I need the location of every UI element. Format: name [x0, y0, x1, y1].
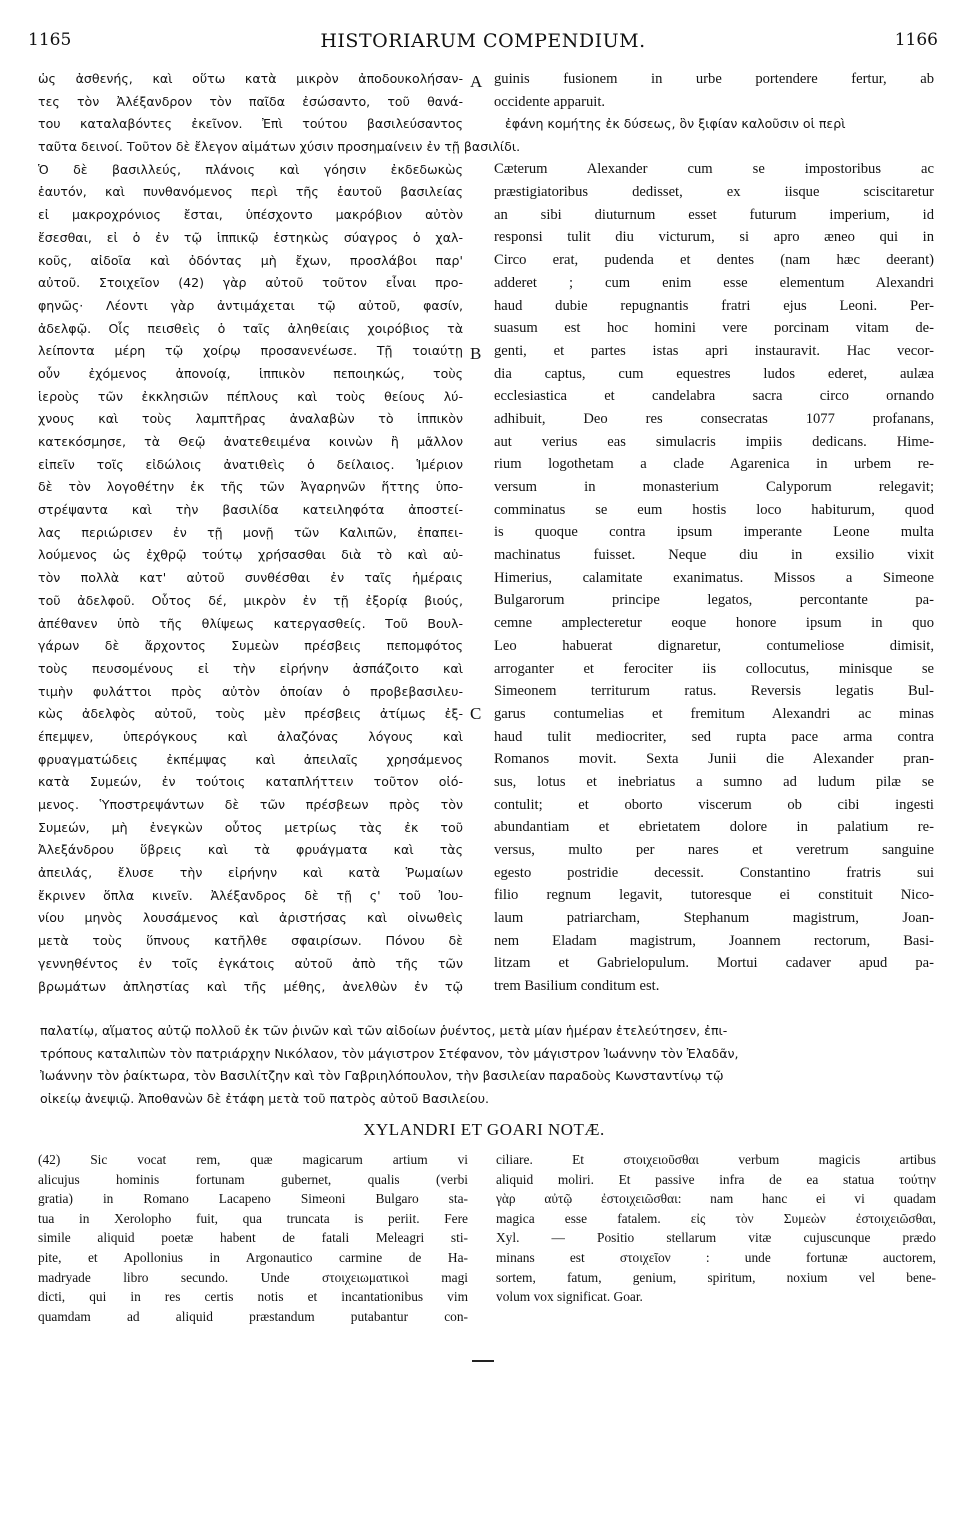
- latin-line: comminatus se eum hostis loco habiturum, quod: [494, 501, 934, 518]
- note-line: γὰρ αὐτῷ ἐστοιχειῶσθαι: nam hanc ei vi quadam: [496, 1191, 936, 1207]
- latin-line: haud dubie repugnantis fratri ejus Leoni. Per-: [494, 297, 934, 314]
- greek-line: ἔκρινεν ὅπλα κινεῖν. Ἀλέξανδρος δὲ τῇ ς' τοῦ Ἰου-: [38, 887, 463, 903]
- margin-letter-a: A: [470, 72, 483, 91]
- greek-full-line: Ἰωάννην τὸν ῥαίκτωρα, τὸν Βασιλίτζην καὶ τὸν Γαβριηλόπουλον, τὴν βασιλείαν παραδοὺς Κωνσταντίνῳ τῷ: [40, 1068, 724, 1084]
- greek-line: κατὰ Συμεών, ἐν τούτοις καταπλήττειν τοῦτον οἰό-: [38, 774, 463, 790]
- note-line: ciliare. Et στοιχειοῦσθαι verbum magicis artibus: [496, 1152, 936, 1167]
- margin-letter-b: B: [470, 344, 482, 363]
- note-line: Xyl. — Positio stellarum vitæ cujuscunque prædo: [496, 1230, 936, 1246]
- greek-line: τὸν πολλὰ κατ' αὐτοῦ συνθέσθαι ἐν ταῖς ἡμέραις: [38, 570, 463, 586]
- latin-line: ecclesiastica et candelabra sacra circo ornando: [494, 388, 934, 405]
- latin-line: Himerius, calamitate exanimatus. Missos a Simeone: [494, 569, 934, 586]
- greek-line: βρωμάτων ἀπληστίας καὶ τῆς μέθης, ἀνελθὼν ἐν τῷ: [38, 978, 463, 994]
- greek-line: τοῦ ἀδελφοῦ. Οὗτος δέ, μικρὸν ἐν τῇ ἐξορίᾳ βιούς,: [38, 592, 463, 608]
- note-line: magica esse fatalem. εἰς τὸν Συμεὼν ἐστοιχειῶσθαι,: [496, 1210, 936, 1226]
- greek-line: στρέψαντα καὶ τὴν βασιλίδα κατειληφότα ἀποστεί-: [38, 502, 463, 518]
- greek-line: κοῦς, αἰδοῖα καὶ ὀδόντας μὴ ἔχων, προσλάβοι παρ': [38, 252, 463, 268]
- greek-line: οὖν ἐχόμενος ἀπονοίᾳ, ἱππικὸν πεποιηκώς, τοὺς: [38, 365, 463, 381]
- latin-line: Simeonem territurum ratus. Reversis legatis Bul-: [494, 683, 934, 700]
- latin-line: egesto postridie decessit. Constantino fratris sui: [494, 864, 934, 881]
- latin-line: versus, multo per nares et veretrum sanguine: [494, 842, 934, 858]
- greek-line: φηνῶς· Λέοντι γὰρ ἀντιμάχεται τῷ αὐτοῦ, φασίν,: [38, 297, 463, 313]
- latin-column: [494, 68, 934, 995]
- latin-line: contulit; et oborto viscerum ob cibi ingesti: [494, 796, 934, 813]
- note-line: simile aliquid poetæ habent de fatali Meleagri sti-: [38, 1230, 468, 1246]
- notes-right-column: [496, 1150, 936, 1307]
- latin-line: Circo erat, pudenda et dentes (nam hæc deerant): [494, 252, 934, 269]
- greek-line: Ἀλεξάνδρου ὕβρεις καὶ τὰ φρυάγματα καὶ τὰς: [38, 842, 463, 858]
- greek-full-width-block: [40, 1020, 940, 1111]
- note-line: alicujus hominis fortunam gubernet, qualis (verbi: [38, 1171, 468, 1187]
- greek-line: λας περιώρισεν ἐν τῇ μονῇ τῶν Καλιπῶν, ἐπαπει-: [38, 524, 463, 540]
- latin-line: nem Eladam magistrum, Joannem rectorum, Basi-: [494, 932, 934, 949]
- latin-line: arroganter et ferociter iis collocutus, minisque se: [494, 660, 934, 677]
- latin-line: adderet ; cum enim esse elementum Alexandri: [494, 274, 934, 291]
- greek-inline-continuation: ἐφάνη κομήτης ἐκ δύσεως, ὃν ξιφίαν καλοῦσιν οἱ περὶ: [505, 116, 846, 131]
- latin-line: is quoque contra ipsum imperante Leone multa: [494, 524, 934, 541]
- latin-line: genti, et partes istas apri instauravit. Hac vecor-: [494, 342, 934, 359]
- greek-line: γάρων δὲ ἄρχοντος Συμεὼν πρέσβεις πεπομφότος: [38, 638, 463, 654]
- note-line: dicti, qui in res certis notis et incantationibus vim: [38, 1289, 468, 1305]
- greek-full-line: τρόπους καταλιπὼν τὸν πατριάρχην Νικόλαον, τὸν μάγιστρον Στέφανον, τὸν μάγιστρον Ἰωάννην τὸν Ἐλαδᾶν,: [40, 1045, 739, 1061]
- greek-line: δὲ τὸν λογοθέτην ἐκ τῆς τῶν Ἀγαρηνῶν ἥττης ὑπο-: [38, 479, 463, 495]
- greek-line: εἰπεῖν τοῖς εἰδώλοις ἀνατιθεὶς ὁ δείλαιος. Ἱμέριον: [38, 456, 463, 472]
- notes-title: XYLANDRI ET GOARI NOTÆ.: [363, 1120, 605, 1139]
- greek-line: ὡς ἀσθενής, καὶ οὕτω κατὰ μικρὸν ἀποδουκολήσαν-: [38, 71, 463, 86]
- latin-line: an sibi diuturnum esset futurum imperium, id: [494, 206, 934, 223]
- greek-line: ἀπειλάς, ἔλυσε τὴν εἰρήνην καὶ κατὰ Ῥωμαίων: [38, 865, 463, 881]
- greek-line: ἀπέθανεν ὑπὸ τῆς θλίψεως κατεργασθείς. Τοῦ Βουλ-: [38, 615, 463, 631]
- greek-line: λείποντα μέρη τῷ χοίρῳ προσανενέωσε. Τῇ τοιαύτῃ: [38, 343, 463, 359]
- note-line: pite, et Apollonius in Argonautico carmine de Ha-: [38, 1249, 468, 1265]
- greek-full-line: παλατίῳ, αἵματος αὐτῷ πολλοῦ ἐκ τῶν ῥινῶν καὶ τῶν αἰδοίων ῥυέντος, μετὰ μίαν ἡμέραν ἐτελεύτησεν, ἐπι-: [40, 1023, 728, 1038]
- page-number-left: 1165: [28, 30, 72, 50]
- greek-line: τιμὴν φυλάττοι πρὸς αὐτὸν ὁποίαν ὁ προβεβασιλευ-: [38, 683, 463, 699]
- page-header: [28, 30, 938, 58]
- note-line: tua in Xerolopho fuit, qua truncata is periit. Fere: [38, 1210, 468, 1226]
- greek-line: μενος. Ὑποστρεψάντων δὲ τῶν πρέσβεων πρὸς τὸν: [38, 797, 463, 812]
- greek-line: του καταλαβόντες ἐκεῖνον. Ἐπὶ τούτου βασιλεύσαντος: [38, 116, 463, 132]
- greek-line: τοὺς πευσομένους εἰ τὴν εἰρήνην ἀσπάζοιτο καὶ: [38, 660, 463, 676]
- latin-line: sus, lotus et inebriatus a sumno ad ludum pilæ se: [494, 773, 934, 790]
- greek-full-line: οἰκείῳ ἀνεψιῷ. Ἀποθανὼν δὲ ἐτάφη μετὰ τοῦ πατρὸς αὐτοῦ Βασιλείου.: [40, 1091, 490, 1107]
- latin-line: Leo habuerat dignaretur, contumeliose dimisit,: [494, 637, 934, 654]
- greek-column: [38, 68, 521, 998]
- greek-line: Ὁ δὲ βασιλλεύς, πλάνοις καὶ γόησιν ἐκδεδωκὼς: [38, 161, 463, 177]
- latin-line: Cæterum Alexander cum se impostoribus ac: [494, 161, 934, 178]
- greek-line: ἑαυτόν, καὶ πυνθανόμενος περὶ τῆς ἑαυτοῦ βασιλείας: [38, 184, 463, 200]
- greek-line: εἰ μακροχρόνιος ἔσται, ὑπέσχοντο μακρόβιον αὐτὸν: [38, 207, 463, 223]
- latin-line: laum patriarcham, Stephanum magistrum, Joan-: [494, 910, 934, 927]
- greek-line: ταῦτα δεινοί. Τοῦτον δὲ ἔλεγον αἱμάτων χύσιν προσημαίνειν ἐν τῇ βασιλίδι.: [38, 139, 521, 155]
- latin-line: haud tulit mediocriter, sed rupta pace arma contra: [494, 728, 934, 745]
- greek-line: ἔσεσθαι, εἰ ὁ ἐν τῷ ἱππικῷ ἑστηκὼς σύαγρος ὁ χαλ-: [38, 229, 463, 245]
- latin-line: Bulgarorum principe legatos, percontante pa-: [494, 592, 934, 609]
- latin-line: occidente apparuit.: [494, 93, 606, 110]
- note-line: quamdam ad aliquid præstandum putabantur con-: [38, 1308, 468, 1324]
- running-title: HISTORIARUM COMPENDIUM.: [320, 30, 646, 52]
- latin-line: filio regnum legavit, tutoresque ei constituit Nico-: [494, 887, 934, 904]
- latin-line: suasum est hoc homini vere porcinam vitam de-: [494, 320, 934, 337]
- notes-left-column: [38, 1150, 468, 1326]
- latin-line: machinatus fuisset. Neque diu in exsilio vixit: [494, 547, 934, 564]
- greek-line: μετὰ τοὺς ὕπνους κατῆλθε σφαιρίσων. Πόνου δὲ: [38, 933, 463, 949]
- greek-line: χνους καὶ τοὺς λαμπτῆρας ἀναλαβὼν τὸ ἱππικὸν: [38, 411, 463, 427]
- margin-letter-c: C: [470, 704, 482, 723]
- latin-line: cemne amplecteretur eoque honore ipsum in quo: [494, 615, 934, 632]
- greek-line: φρυαγματώδεις ἐκπέμψας καὶ ἀπειλαῖς χρησάμενος: [38, 751, 463, 767]
- greek-line: λούμενος ὡς ἐχθρῷ τούτῳ χρήσασθαι διὰ τὸ καὶ αὐ-: [38, 547, 463, 563]
- end-dash: [472, 1360, 494, 1362]
- greek-line: κὼς ἀδελφὸς αὐτοῦ, τοὺς μὲν πρέσβεις ἀτίμως ἐξ-: [38, 706, 463, 722]
- note-line: sortem, fatum, genium, spiritum, noxium vel bene-: [496, 1269, 936, 1285]
- latin-line: guinis fusionem in urbe portendere fertur, ab: [494, 71, 934, 87]
- greek-line: ἀδελφῷ. Οἷς πεισθεὶς ὁ ταῖς ἀληθείαις χοιρόβιος τὰ: [38, 320, 463, 336]
- latin-line: præstigiatoribus dedisset, ex iisque sciscitaretur: [494, 184, 934, 201]
- note-line: (42) Sic vocat rem, quæ magicarum artium vi: [38, 1152, 468, 1167]
- greek-line: αὐτοῦ. Στοιχεῖον (42) γὰρ αὐτοῦ τοῦτον εἶναι προ-: [38, 275, 463, 291]
- latin-line: trem Basilium conditum est.: [494, 978, 660, 995]
- latin-line: aut verius eas simulacris impiis dedicans. Hime-: [494, 433, 934, 450]
- note-line: gratia) in Romano Lacapeno Simeoni Bulgaro sta-: [38, 1191, 468, 1207]
- greek-line: γεννηθέντος ἐν τοῖς ἐγκάτοις αὐτοῦ ἀπὸ τῆς τῶν: [38, 955, 463, 971]
- latin-line: garus contumelias et fremitum Alexandri ac minas: [494, 705, 934, 722]
- greek-line: Συμεών, μὴ ἐνεγκὼν οὗτος μετρίως τὰς ἐκ τοῦ: [38, 819, 463, 835]
- note-line: minans est στοιχεῖον : unde fortunæ auctorem,: [496, 1249, 936, 1265]
- latin-line: versum in monasterium Calyporum relegavit;: [494, 479, 934, 495]
- note-line: aliquid moliri. Et passive infra de ea statua τούτην: [496, 1171, 936, 1187]
- greek-line: τες τὸν Ἀλέξανδρον τὸν παῖδα ἐσώσαντο, τοῦ θανά-: [38, 93, 463, 109]
- page-number-right: 1166: [894, 30, 938, 50]
- latin-line: responsi tulit diu victurum, si apro æneo qui in: [494, 229, 934, 246]
- latin-line: dia captus, cum equestres ludos ederet, aulæa: [494, 365, 934, 382]
- latin-line: adhibuit, Deo res consecratas 1077 profanans,: [494, 410, 934, 427]
- latin-line: litzam et Gabrielopulum. Mortui cadaver apud pa-: [494, 955, 934, 972]
- latin-line: Romanos movit. Sexta Junii die Alexander pran-: [494, 751, 934, 768]
- latin-line: abundantiam et ebrietatem dolore in palatium re-: [494, 819, 934, 836]
- note-line: volum vox significat. Goar.: [496, 1289, 643, 1305]
- greek-line: κατεκόσμησε, τὰ Θεῷ ἀνατεθειμένα κοινὼν ἢ μᾶλλον: [38, 434, 463, 449]
- greek-line: νίου μηνὸς λουσάμενος καὶ ἀριστήσας καὶ οἰνωθεὶς: [38, 910, 463, 926]
- note-line: madryade libro secundo. Unde στοιχειωματικοὶ magi: [38, 1269, 468, 1285]
- greek-line: ἱεροὺς τῶν ἐκκλησιῶν πέπλους καὶ τοὺς θείους λύ-: [38, 388, 463, 404]
- greek-line: έπεμψεν, ὑπερόγκους καὶ ἀλαζόνας λόγους καὶ: [38, 728, 463, 744]
- latin-line: rium logothetam a clade Agarenica in urbem re-: [494, 456, 934, 473]
